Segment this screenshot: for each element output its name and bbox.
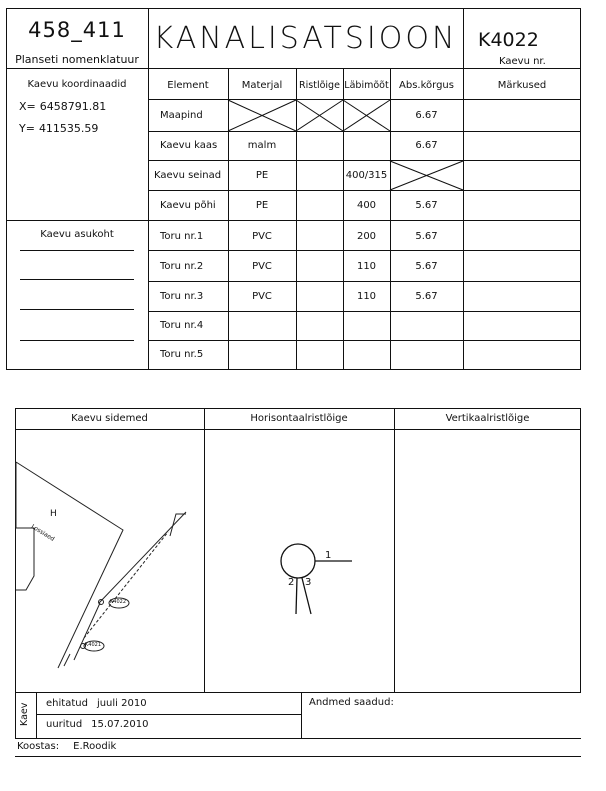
row-material: PVC [252, 261, 272, 272]
y-coordinate [19, 123, 98, 134]
surveyed-label: uuritud [46, 719, 83, 730]
row-elevation: 6.67 [415, 110, 438, 121]
location-sketch [16, 462, 186, 668]
author-row [17, 742, 116, 752]
row-elevation: 5.67 [415, 200, 438, 211]
sheet-caption: Planseti nomenklatuur [15, 53, 139, 66]
pipe-1-label: 1 [325, 550, 332, 561]
sheet-number: 458_411 [28, 18, 126, 42]
row-element: Toru nr.3 [160, 291, 204, 302]
row-material: malm [247, 140, 277, 151]
data-source-label: Andmed saadud: [309, 697, 394, 708]
x-coordinate [19, 101, 106, 112]
col-header-diameter: Läbimõõt [344, 80, 389, 91]
row-material: PE [255, 170, 269, 181]
row-element: Toru nr.1 [160, 231, 204, 242]
surveyed-row [46, 720, 148, 730]
col-header-elevation: Abs.kõrgus [399, 80, 454, 91]
well-label-a: K4022 [110, 599, 127, 605]
row-diameter: 110 [356, 291, 377, 302]
well-label-b: K4021 [85, 642, 102, 648]
vertical-section-heading: Vertikaalristlõige [445, 413, 530, 424]
row-element: Kaevu kaas [160, 140, 218, 151]
location-heading: Kaevu asukoht [40, 229, 114, 240]
row-element: Kaevu põhi [160, 200, 216, 211]
row-diameter: 400/315 [345, 170, 388, 181]
row-elevation: 5.67 [415, 291, 438, 302]
author-value: E.Roodik [73, 741, 117, 752]
row-element: Toru nr.5 [160, 349, 204, 360]
built-label: ehitatud [46, 698, 88, 709]
col-header-element: Element [167, 80, 209, 91]
pipe-2-label: 2 [288, 577, 295, 588]
y-value: 411535.59 [38, 122, 99, 135]
row-elevation: 5.67 [415, 261, 438, 272]
y-label: Y= [19, 122, 35, 135]
connections-heading: Kaevu sidemed [71, 413, 148, 424]
row-material: PE [255, 200, 269, 211]
col-header-notes: Märkused [497, 80, 547, 91]
built-row [46, 699, 147, 709]
x-value: 6458791.81 [39, 100, 107, 113]
row-material: PVC [252, 291, 272, 302]
row-diameter: 400 [356, 200, 377, 211]
row-elevation: 5.67 [415, 231, 438, 242]
footer-side-label: Kaev [19, 702, 30, 726]
row-element: Maapind [160, 110, 203, 121]
coordinates-heading: Kaevu koordinaadid [27, 79, 127, 90]
col-header-section: Ristlõige [299, 80, 340, 91]
author-label: Koostas: [17, 741, 60, 752]
building-letter: H [50, 509, 57, 519]
well-caption: Kaevu nr. [499, 56, 546, 67]
horizontal-section-heading: Horisontaalristlõige [250, 413, 348, 424]
row-material: PVC [252, 231, 272, 242]
row-elevation: 6.67 [415, 140, 438, 151]
form-title: KANALISATSIOON [153, 21, 458, 56]
row-element: Toru nr.2 [160, 261, 204, 272]
row-diameter: 110 [356, 261, 377, 272]
surveyed-value: 15.07.2010 [91, 719, 149, 730]
built-value: juuli 2010 [96, 698, 147, 709]
row-element: Toru nr.4 [160, 320, 204, 331]
row-diameter: 200 [356, 231, 377, 242]
x-label: X= [19, 100, 36, 113]
pipe-3-label: 3 [305, 577, 312, 588]
well-number: K4022 [478, 29, 539, 51]
row-element: Kaevu seinad [154, 170, 222, 181]
street-label: Lossiaed [29, 523, 56, 543]
col-header-material: Materjal [241, 80, 283, 91]
